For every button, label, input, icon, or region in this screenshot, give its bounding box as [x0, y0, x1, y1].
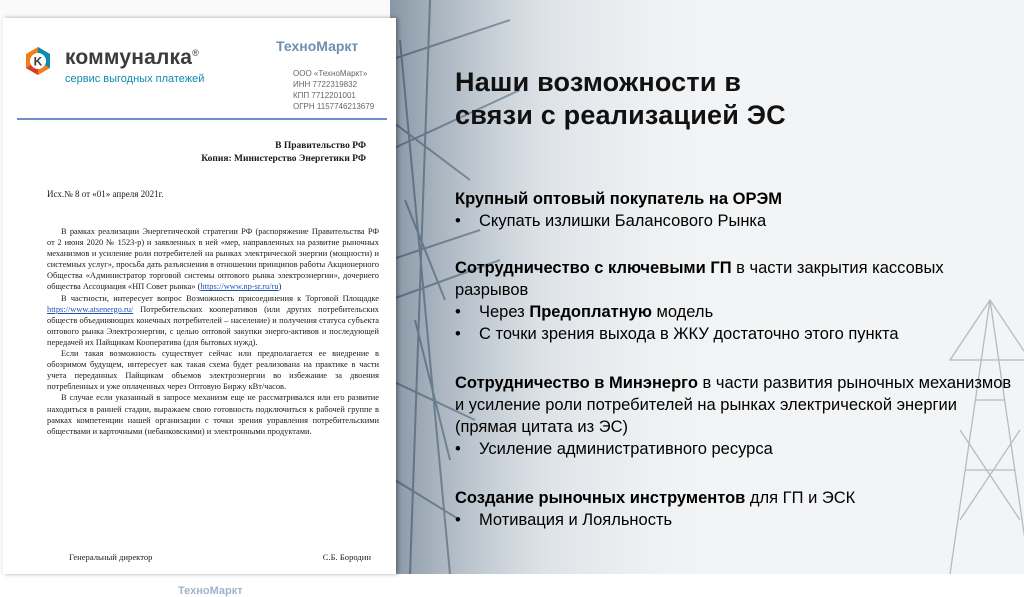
letter-paragraph: В частности, интересует вопрос Возможность присоединения к Торговой Площадке https://www.atsenergo.ru/ Потребительских кооперативов (или других потребительских обществ объединяющих конечных потребителей – население) и получения статуса субъекта оптового рынка Электроэнергии, с целью оптовой закупки энерго-активов и последующей передачей их Пайщикам Кооператива (для бытовых нужд).	[47, 293, 379, 347]
signature-block	[69, 552, 371, 562]
company-details: ООО «ТехноМаркт» ИНН 7722319832 КПП 7712201001 ОГРН 1157746213679	[293, 69, 375, 111]
bullet-item: • Через Предоплатную модель	[455, 301, 1015, 323]
atsenergo-link[interactable]: https://www.atsenergo.ru/	[47, 304, 134, 314]
letter-paragraph: Если такая возможность существует сейчас или предполагается ее внедрение в обозримом будущем, интересует как такая схема будет реализована на практике в части учета переданных Пайщикам объемов электроэнергии во избежание за двоения потребленных и уже оплаченных через Оптовую Биржу кВт/часов.	[47, 349, 379, 392]
letter-addressee: В Правительство РФ Копия: Министерство Энергетики РФ	[201, 141, 366, 164]
letter-body	[47, 226, 379, 437]
bullet-item: • Мотивация и Лояльность	[455, 509, 1015, 531]
letter-page	[3, 18, 396, 597]
brand-name: коммуналка®	[65, 46, 199, 69]
technomarkt-logo: ТехноМаркт	[276, 38, 359, 54]
letter-reference: Исх.№ 8 от «01» апреля 2021г.	[47, 189, 164, 199]
bullet-item: • С точки зрения выхода в ЖКУ достаточно этого пункта	[455, 323, 1015, 345]
svg-text:K: K	[33, 54, 43, 69]
kommunalka-k-icon	[23, 46, 53, 76]
bullet-item: • Усиление административного ресурса	[455, 438, 1015, 460]
footer-logo: ТехноМаркт	[178, 585, 243, 597]
section-market-tools: Создание рыночных инструментов для ГП и ЭСК • Мотивация и Лояльность	[455, 487, 1015, 531]
signature-title: Генеральный директор	[69, 552, 153, 562]
section-gp-cooperation: Сотрудничество с ключевыми ГП в части закрытия кассовых разрывов • Через Предоплатную модель • С точки зрения выхода в ЖКУ достаточно этого пункта	[455, 257, 1015, 345]
slide-title: Наши возможности в связи с реализацией ЭС	[455, 67, 786, 130]
slide-content	[455, 66, 1015, 132]
section-wholesale-buyer: Крупный оптовый покупатель на ОРЭМ • Скупать излишки Балансового Рынка	[455, 188, 1015, 232]
header-divider	[17, 118, 387, 120]
np-sr-link[interactable]: https://www.np-sr.ru/ru	[200, 282, 279, 292]
brand-tagline: сервис выгодных платежей	[65, 73, 205, 85]
section-minenergo: Сотрудничество в Минэнерго в части развития рыночных механизмов и усиление роли потребителей на рынках электрической энергии (прямая цитата из ЭС) • Усиление административного ресурса	[455, 372, 1015, 460]
signature-name: С.Б. Бородин	[322, 552, 371, 562]
letter-paragraph: В случае если указанный в запросе механизм еще не рассматривался или его развитие находиться в ранней стадии, выражаем свою готовность подключиться к рабочей группе в рамках компетенции нашей организации с точки зрения управления потребительскими обществами и карточными (небанковскими) и электронными продуктами.	[47, 393, 379, 436]
bullet-item: • Скупать излишки Балансового Рынка	[455, 210, 1015, 232]
letter-paragraph: В рамках реализации Энергетической стратегии РФ (распоряжение Правительства РФ от 2 июня 2020 № 1523-р) и заявленных в ней «мер, направленных на развитие рыночных механизмов и усиление роли потребителей на рынках электрической энергии (мощности) и системных услуг», просьба дать разъяснения в отношении принципов работы Акционерного Общества «Администратор торговой системы оптового рынка электроэнергии», дочернего общества Ассоциация «НП Совет рынка» (https://www.np-sr.ru/ru)	[47, 227, 379, 292]
